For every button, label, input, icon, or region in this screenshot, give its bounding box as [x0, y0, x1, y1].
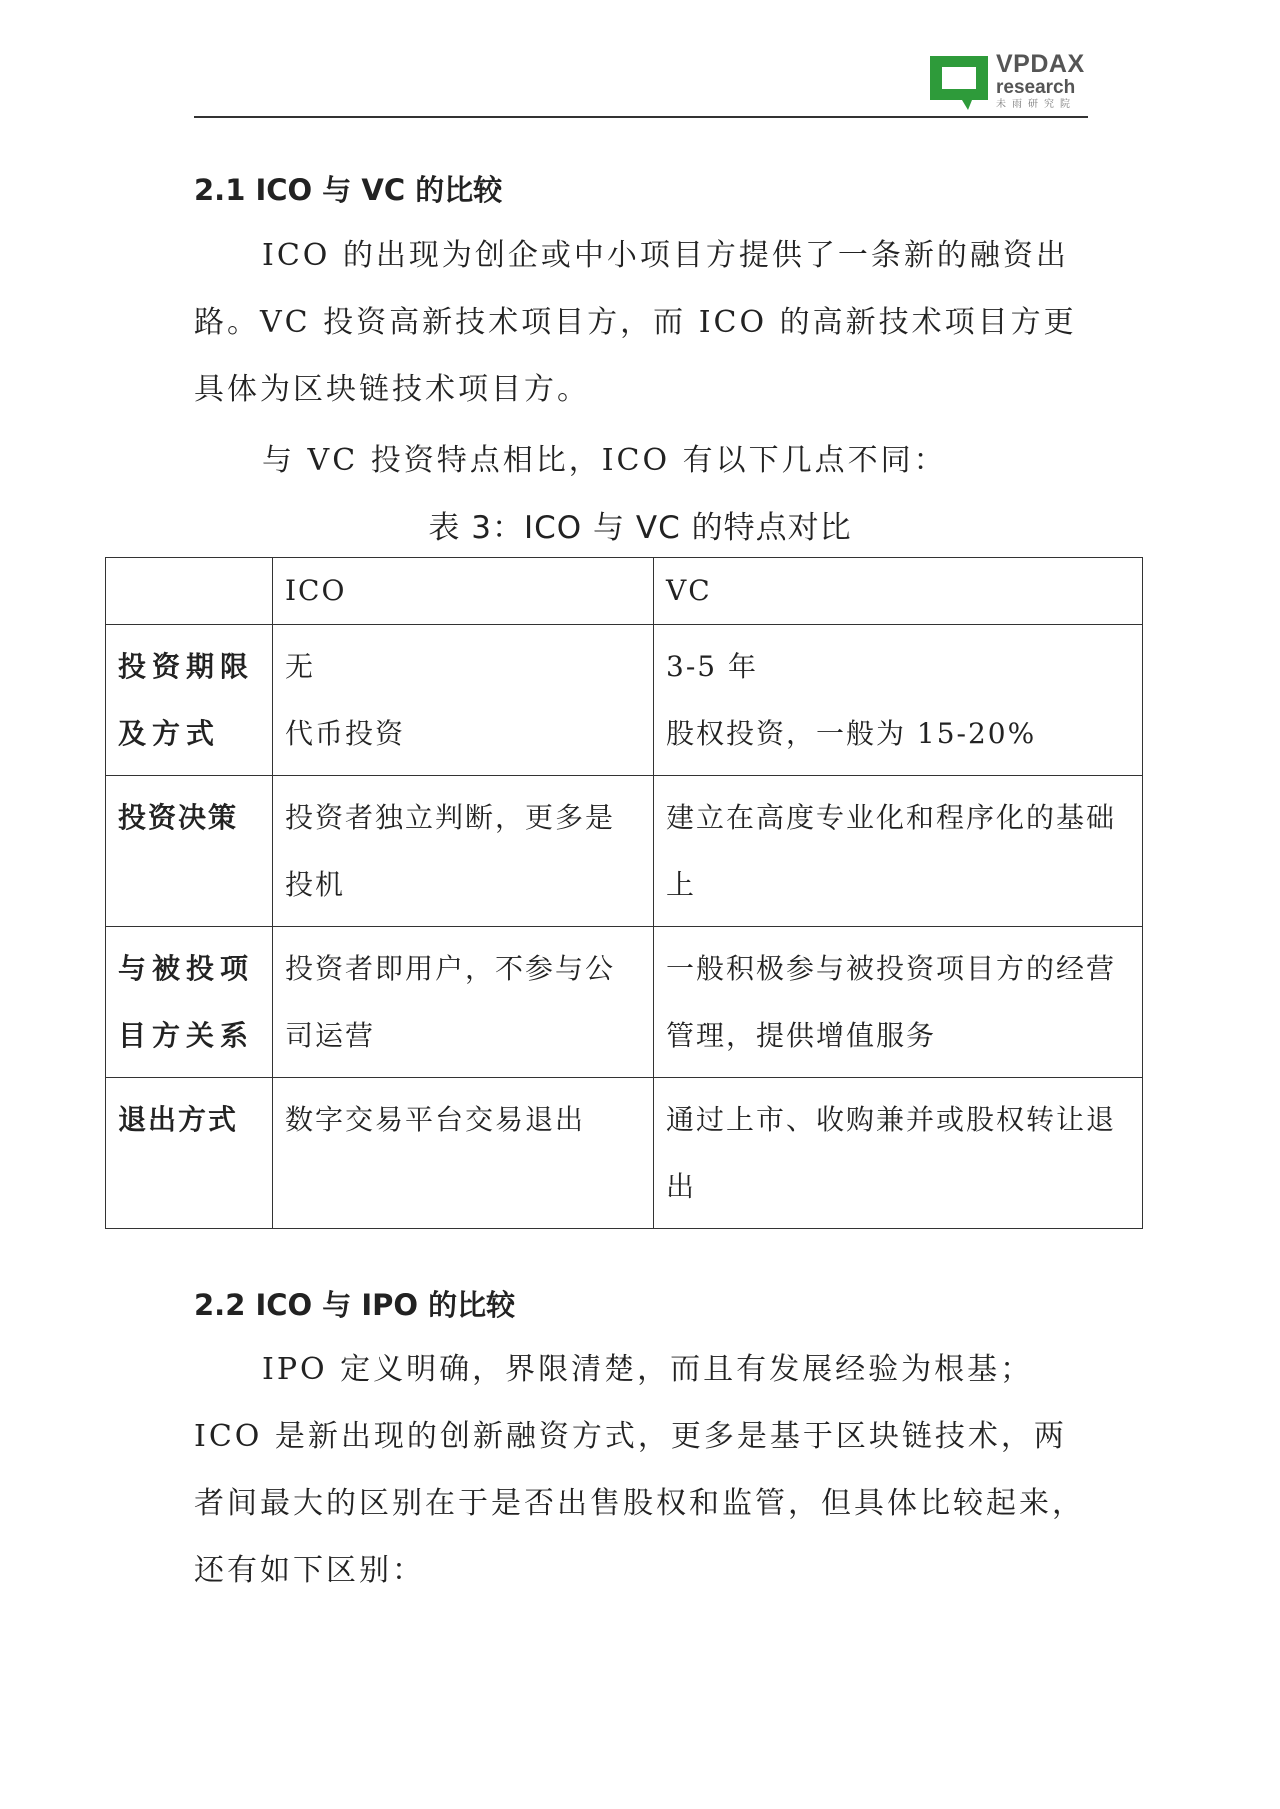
section2-paragraph — [194, 1336, 1088, 1604]
section-heading-2-2: 2.2 ICO 与 IPO 的比较 — [194, 1288, 516, 1322]
header-rule — [194, 116, 1088, 118]
logo-brand: VPDAX — [996, 50, 1085, 78]
table-header-cell: VC — [654, 558, 1143, 625]
ico-cell — [273, 776, 654, 927]
ico-cell-line: 数字交易平台交易退出 — [285, 1103, 586, 1136]
vc-cell — [654, 625, 1143, 776]
row-label: 投资期限及方式 — [106, 625, 273, 776]
table-header-row — [106, 558, 1143, 625]
table-row — [106, 927, 1143, 1078]
table-row — [106, 1078, 1143, 1229]
section1-paragraph — [194, 222, 1088, 423]
comparison-table — [105, 557, 1143, 1229]
ico-cell-line: 代币投资 — [285, 717, 406, 750]
section2-paragraph-text: IPO 定义明确，界限清楚，而且有发展经验为根基；ICO 是新出现的创新融资方式，更多是基于区块链技术，两者间最大的区别在于是否出售股权和监管，但具体比较起来，还有如下区别： — [194, 1352, 1085, 1588]
logo-chinese: 未雨研究院 — [996, 99, 1076, 110]
section1-paragraph-text: ICO 的出现为创企或中小项目方提供了一条新的融资出路。VC 投资高新技术项目方，而 ICO 的高新技术项目方更具体为区块链技术项目方。 — [194, 238, 1077, 407]
vc-cell-line: 3-5 年 — [666, 650, 758, 683]
ico-cell — [273, 927, 654, 1078]
ico-cell-line: 投资者即用户，不参与公司运营 — [285, 952, 616, 1052]
vc-cell-line: 一般积极参与被投资项目方的经营管理，提供增值服务 — [666, 952, 1117, 1052]
section1-intro: 与 VC 投资特点相比，ICO 有以下几点不同： — [262, 443, 947, 478]
vc-cell — [654, 1078, 1143, 1229]
section-heading-2-1: 2.1 ICO 与 VC 的比较 — [194, 173, 503, 207]
vc-cell — [654, 776, 1143, 927]
table-header-cell: ICO — [273, 558, 654, 625]
table-header-cell — [106, 558, 273, 625]
vpdax-logo — [928, 50, 1088, 114]
vc-cell-line: 股权投资，一般为 15-20% — [666, 717, 1037, 750]
vc-cell — [654, 927, 1143, 1078]
vc-cell-line: 通过上市、收购兼并或股权转让退出 — [666, 1103, 1117, 1203]
ico-cell-line: 投资者独立判断，更多是投机 — [285, 801, 616, 901]
table-row — [106, 776, 1143, 927]
table-row — [106, 625, 1143, 776]
logo-sub: research — [996, 77, 1076, 98]
ico-cell-line: 无 — [285, 650, 316, 683]
row-label: 与被投项目方关系 — [106, 927, 273, 1078]
ico-cell — [273, 625, 654, 776]
table-caption: 表 3：ICO 与 VC 的特点对比 — [428, 510, 852, 546]
logo-mark-icon — [928, 54, 990, 112]
row-label: 投资决策 — [106, 776, 273, 927]
vc-cell-line: 建立在高度专业化和程序化的基础上 — [666, 801, 1117, 901]
row-label: 退出方式 — [106, 1078, 273, 1229]
ico-cell — [273, 1078, 654, 1229]
